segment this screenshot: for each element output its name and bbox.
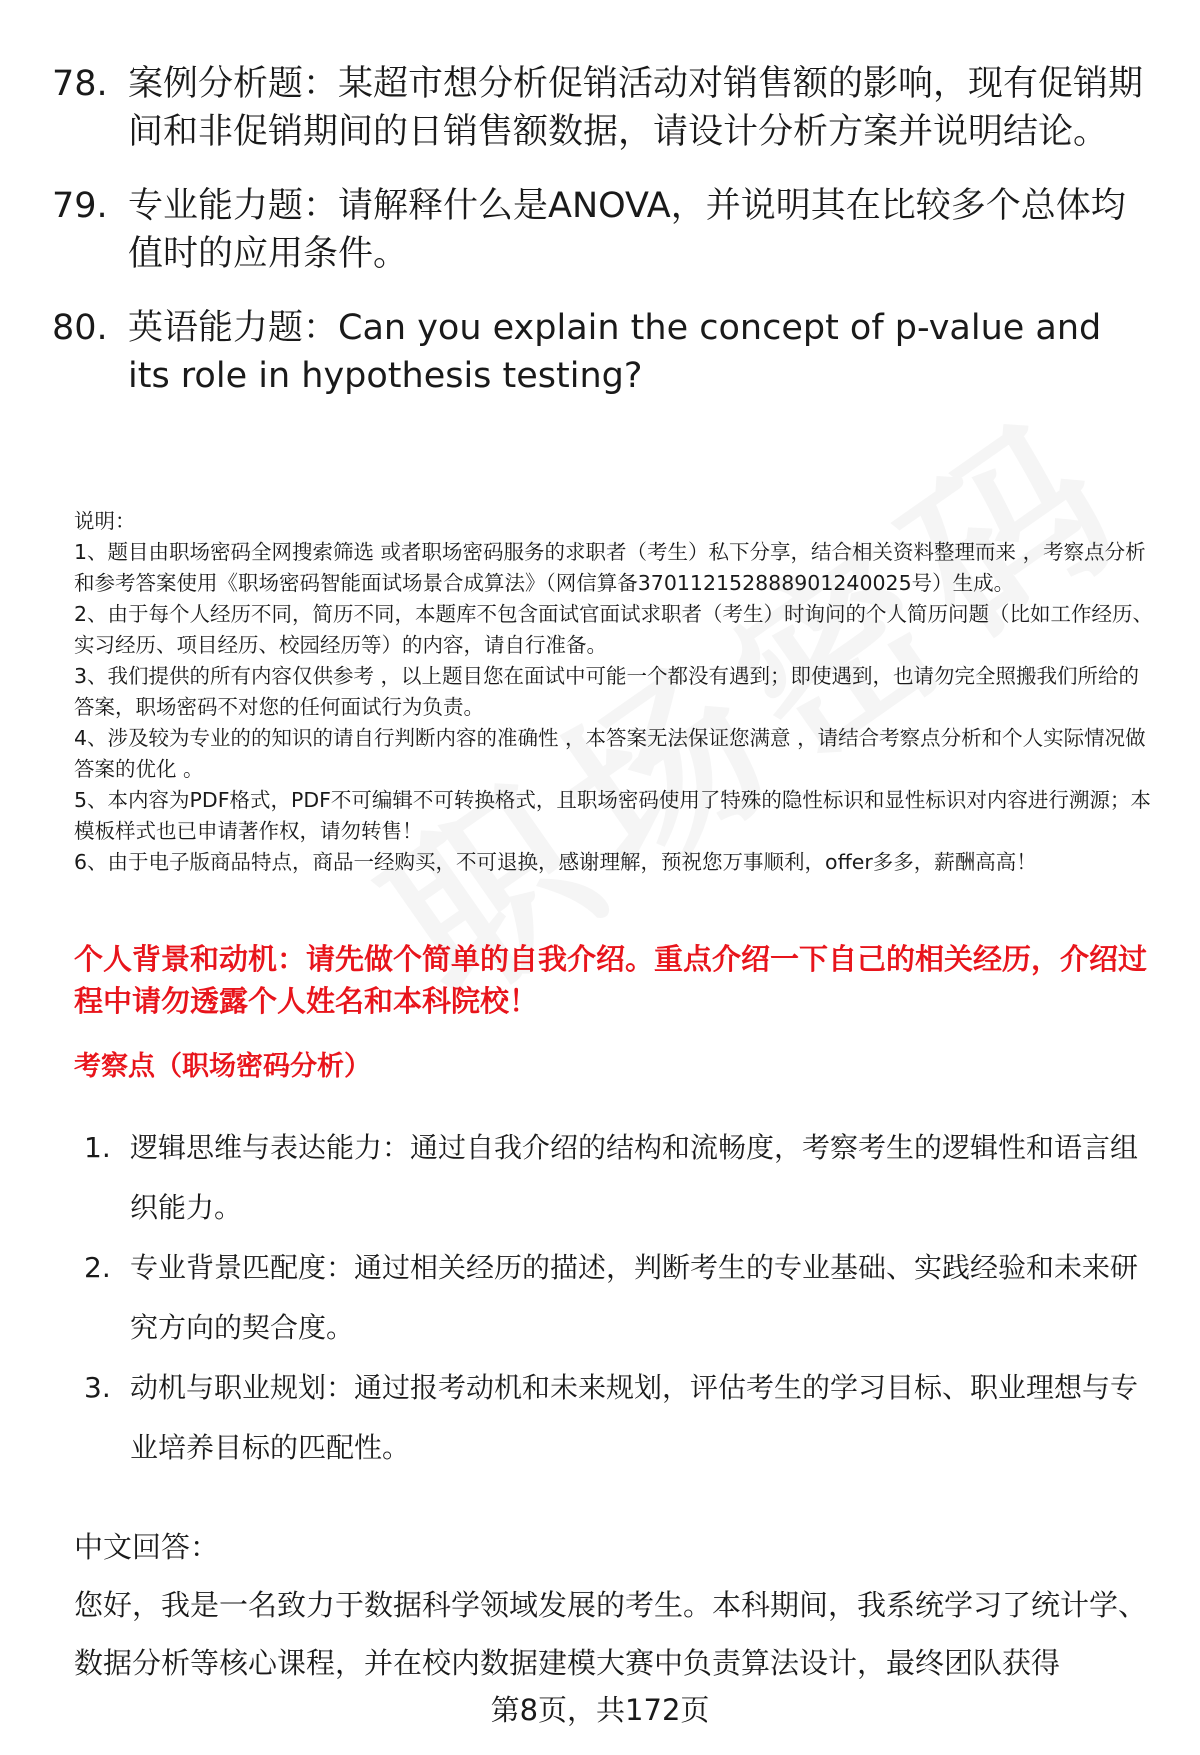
point-text: 专业背景匹配度：通过相关经历的描述，判断考生的专业基础、实践经验和未来研究方向的契合度。 (130, 1251, 1139, 1344)
notes-heading: 说明： (74, 509, 136, 533)
question-item (52, 182, 1152, 278)
answer-section (74, 1518, 1154, 1692)
note-item: 5、本内容为PDF格式，PDF不可编辑不可转换格式，且职场密码使用了特殊的隐性标识和显性标识对内容进行溯源；本模板样式也已申请著作权，请勿转售！ (74, 788, 1151, 843)
section-question-heading: 个人背景和动机：请先做个简单的自我介绍。重点介绍一下自己的相关经历，介绍过程中请勿透露个人姓名和本科院校！ (74, 942, 1148, 1018)
note-item: 2、由于每个人经历不同，简历不同，本题库不包含面试官面试求职者（考生）时询问的个人简历问题（比如工作经历、实习经历、项目经历、校园经历等）的内容，请自行准备。 (74, 602, 1154, 657)
note-item: 1、题目由职场密码全网搜索筛选 或者职场密码服务的求职者（考生）私下分享，结合相关资料整理而来 ，考察点分析和参考答案使用《职场密码智能面试场景合成算法》（网信算备370112152888901240025号）生成。 (74, 540, 1146, 595)
question-item (52, 304, 1152, 400)
question-item (52, 60, 1152, 156)
notes-section (74, 506, 1159, 878)
point-text: 动机与职业规划：通过报考动机和未来规划，评估考生的学习目标、职业理想与专业培养目标的匹配性。 (130, 1371, 1139, 1464)
note-item: 6、由于电子版商品特点，商品一经购买，不可退换，感谢理解，预祝您万事顺利，offer多多，薪酬高高！ (74, 850, 1037, 874)
question-text: 专业能力题：请解释什么是ANOVA，并说明其在比较多个总体均值时的应用条件。 (128, 186, 1126, 274)
point-number: 1. (84, 1131, 111, 1164)
question-list (52, 60, 1152, 426)
answer-text: 您好，我是一名致力于数据科学领域发展的考生。本科期间，我系统学习了统计学、数据分析等核心课程，并在校内数据建模大赛中负责算法设计，最终团队获得 (74, 1588, 1148, 1680)
point-text: 逻辑思维与表达能力：通过自我介绍的结构和流畅度，考察考生的逻辑性和语言组织能力。 (130, 1131, 1139, 1224)
question-number: 79. (52, 186, 108, 226)
assessment-points (84, 1118, 1164, 1478)
note-item: 4、涉及较为专业的的知识的请自行判断内容的准确性 ，本答案无法保证您满意 ，请结合考察点分析和个人实际情况做答案的优化 。 (74, 726, 1146, 781)
point-item (84, 1358, 1164, 1478)
question-number: 80. (52, 308, 108, 348)
question-text: 案例分析题：某超市想分析促销活动对销售额的影响，现有促销期间和非促销期间的日销售额数据，请设计分析方案并说明结论。 (128, 64, 1144, 152)
point-number: 2. (84, 1251, 111, 1284)
point-item (84, 1118, 1164, 1238)
point-number: 3. (84, 1371, 111, 1404)
answer-label: 中文回答： (74, 1530, 220, 1564)
points-heading: 考察点（职场密码分析） (74, 1051, 371, 1082)
question-number: 78. (52, 64, 108, 104)
point-item (84, 1238, 1164, 1358)
note-item: 3、我们提供的所有内容仅供参考 ，以上题目您在面试中可能一个都没有遇到；即使遇到，也请勿完全照搬我们所给的答案，职场密码不对您的任何面试行为负责。 (74, 664, 1140, 719)
page-footer: 第8页，共172页 (490, 1693, 710, 1727)
question-text: 英语能力题：Can you explain the concept of p-value and its role in hypothesis testing? (128, 308, 1102, 396)
